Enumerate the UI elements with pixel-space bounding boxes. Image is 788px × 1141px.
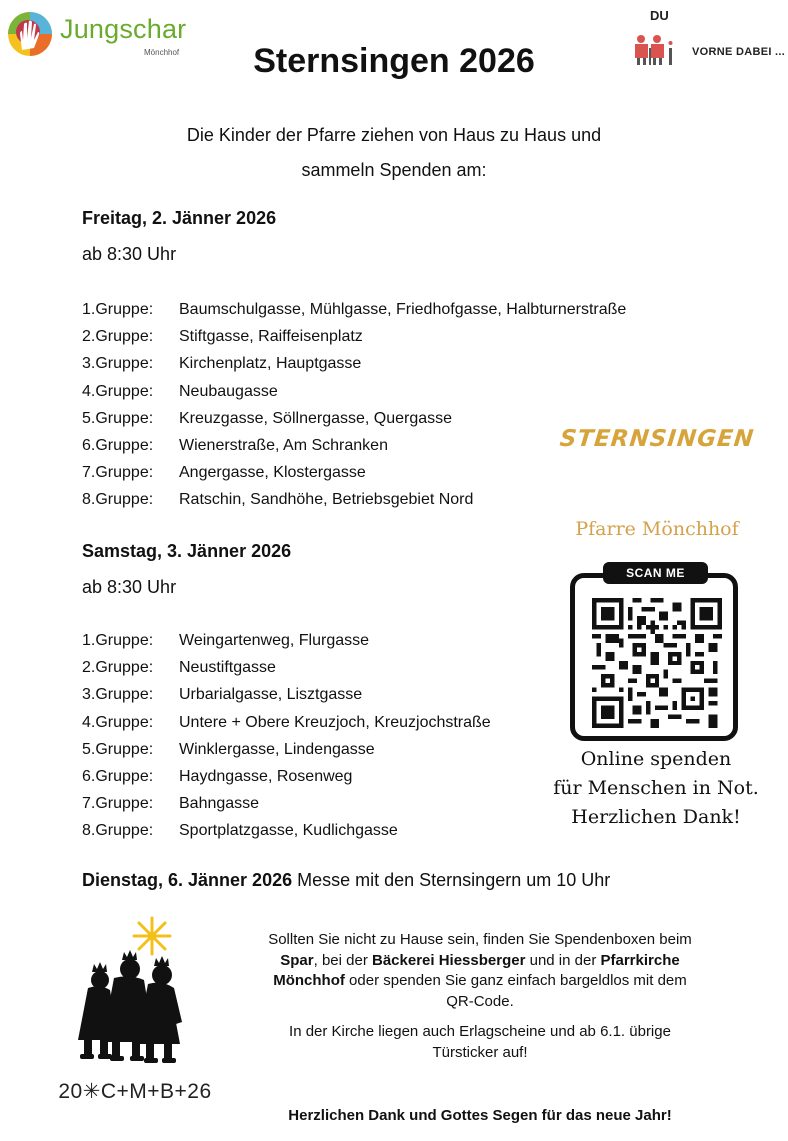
group-label: 5.Gruppe:	[82, 740, 154, 758]
group-label: 5.Gruppe:	[82, 409, 154, 427]
donate-line-1: Online spenden	[580, 748, 732, 770]
day-time-saturday: ab 8:30 Uhr	[82, 577, 177, 597]
group-row	[82, 323, 682, 350]
group-row	[82, 486, 682, 513]
donate-line-2: für Menschen in Not.	[553, 777, 759, 799]
info-text: und in der	[525, 951, 601, 969]
group-streets: Bahngasse	[179, 795, 260, 813]
cmb-blessing-mark: 20✳C+M+B+26	[58, 1080, 212, 1103]
mini-logo-du: DU	[650, 8, 669, 23]
page-title: Sternsingen 2026	[253, 42, 535, 80]
donate-line-3: Herzlichen Dank!	[571, 806, 741, 828]
group-streets: Weingartenweg, Flurgasse	[179, 632, 370, 649]
group-label: 8.Gruppe:	[82, 822, 154, 840]
scan-me-label: SCAN ME	[603, 562, 708, 584]
info-text: Sollten Sie nicht zu Hause sein, finden Sie Spendenboxen beim	[268, 931, 692, 948]
group-streets: Wienerstraße, Am Schranken	[179, 436, 388, 454]
final-day-text: Messe mit den Sternsingern um 10 Uhr	[292, 870, 611, 890]
intro-line-1: Die Kinder der Pfarre ziehen von Haus zu Haus und	[186, 125, 602, 145]
info-bold-spar: Spar	[280, 951, 314, 969]
day-heading-saturday: Samstag, 3. Jänner 2026	[82, 541, 292, 561]
donation-info-paragraph-2: In der Kirche liegen auch Erlagscheine und ab 6.1. übrige Türsticker auf!	[289, 1023, 671, 1061]
mini-logo-slogan: VORNE DABEI ...	[692, 46, 786, 58]
group-streets: Ratschin, Sandhöhe, Betriebsgebiet Nord	[179, 491, 474, 509]
info-bold-church: Pfarrkirche Mönchhof	[273, 951, 680, 989]
group-row	[82, 296, 682, 323]
final-day-heading: Dienstag, 6. Jänner 2026	[82, 870, 293, 890]
sternsingen-wordmark: STERNSINGEN	[558, 426, 756, 452]
group-label: 1.Gruppe:	[82, 632, 154, 649]
parish-name: Pfarre Mönchhof	[575, 518, 739, 540]
group-label: 2.Gruppe:	[82, 328, 154, 346]
closing-blessing: Herzlichen Dank und Gottes Segen für das neue Jahr!	[288, 1107, 672, 1124]
group-label: 2.Gruppe:	[82, 659, 154, 677]
group-streets: Stiftgasse, Raiffeisenplatz	[179, 328, 363, 346]
group-row	[82, 459, 682, 486]
qr-code-icon[interactable]	[592, 598, 722, 728]
info-text: oder spenden Sie ganz einfach bargeldlos mit dem QR-Code.	[344, 972, 687, 1010]
jungschar-brand: Jungschar	[60, 14, 187, 44]
group-streets: Haydngasse, Rosenweg	[179, 767, 353, 785]
three-kings-icon	[70, 912, 200, 1072]
group-label: 8.Gruppe:	[82, 491, 154, 509]
group-streets: Neustiftgasse	[179, 659, 276, 677]
donation-info	[258, 930, 702, 1073]
group-label: 3.Gruppe:	[82, 686, 154, 704]
group-label: 7.Gruppe:	[82, 464, 154, 482]
day-heading-friday: Freitag, 2. Jänner 2026	[82, 208, 277, 228]
group-row	[82, 350, 682, 377]
donation-info-paragraph-1	[258, 930, 702, 1012]
group-label: 4.Gruppe:	[82, 713, 154, 731]
group-streets: Untere + Obere Kreuzjoch, Kreuzjochstraße	[179, 713, 491, 731]
group-streets: Kirchenplatz, Hauptgasse	[179, 355, 362, 373]
group-streets: Neubaugasse	[179, 382, 278, 400]
group-label: 6.Gruppe:	[82, 767, 154, 785]
group-label: 4.Gruppe:	[82, 382, 154, 400]
online-donate-text	[540, 745, 772, 832]
group-label: 3.Gruppe:	[82, 355, 154, 373]
info-bold-bakery: Bäckerei Hiessberger	[372, 951, 526, 969]
final-day-line	[82, 870, 610, 891]
intro-line-2: sammeln Spenden am:	[301, 160, 487, 180]
intro-text	[0, 118, 788, 188]
group-streets: Sportplatzgasse, Kudlichgasse	[179, 822, 398, 840]
group-streets: Baumschulgasse, Mühlgasse, Friedhofgasse, Halbturnerstraße	[179, 301, 627, 318]
group-label: 1.Gruppe:	[82, 301, 154, 318]
group-row	[82, 378, 682, 405]
group-label: 7.Gruppe:	[82, 795, 154, 813]
group-label: 6.Gruppe:	[82, 436, 154, 454]
jungschar-subtitle: Mönchhof	[144, 48, 180, 57]
group-streets: Angergasse, Klostergasse	[179, 464, 366, 482]
day-time-friday: ab 8:30 Uhr	[82, 244, 177, 264]
info-text: , bei der	[313, 951, 372, 969]
group-streets: Urbarialgasse, Lisztgasse	[179, 686, 363, 704]
group-streets: Kreuzgasse, Söllnergasse, Quergasse	[179, 409, 453, 427]
group-streets: Winklergasse, Lindengasse	[179, 740, 375, 758]
group-list-friday	[82, 296, 682, 514]
